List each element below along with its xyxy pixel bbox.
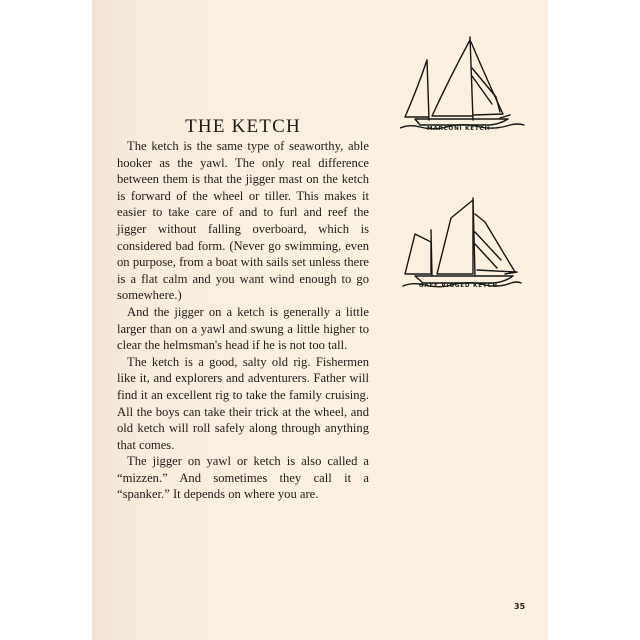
marconi-ketch-sailboat-icon (400, 32, 525, 132)
figure-caption: GAFF RIGGED KETCH (419, 283, 498, 289)
paragraph: The ketch is a good, salty old rig. Fishermen like it, and explorers and adventurers. Father will find it an excellent rig to take the family cruising. All the boys can take their trick at the wheel, and old ketch will roll safely along through anything that comes. (117, 354, 369, 452)
paragraph: And the jigger on a ketch is generally a little larger than on a yawl and swung a little higher to clear the helmsman's head if he is not too tall. (117, 304, 369, 353)
page-title: THE KETCH (185, 116, 301, 137)
paragraph: The ketch is the same type of seaworthy, able hooker as the yawl. The only real difference between them is that the jigger mast on the ketch is forward of the wheel or tiller. This makes it easier to take care of and to furl and reef the jigger without falling overboard, which is considered bad form. (Never go swimming, even on purpose, from a boat with sails set unless there is a flat calm and you want wind enough to go somewhere.) (117, 139, 369, 303)
paragraph: The jigger on yawl or ketch is also called a “mizzen.” And sometimes they call it a “spanker.” It depends on where you are. (117, 454, 369, 502)
gaff-rigged-ketch-sailboat-icon (393, 190, 523, 290)
figure-caption: MARCONI KETCH (427, 126, 490, 132)
figure-marconi-ketch (400, 32, 525, 132)
figure-gaff-rigged-ketch (393, 190, 523, 290)
body-text (117, 138, 369, 503)
page-number: 35 (514, 602, 526, 611)
